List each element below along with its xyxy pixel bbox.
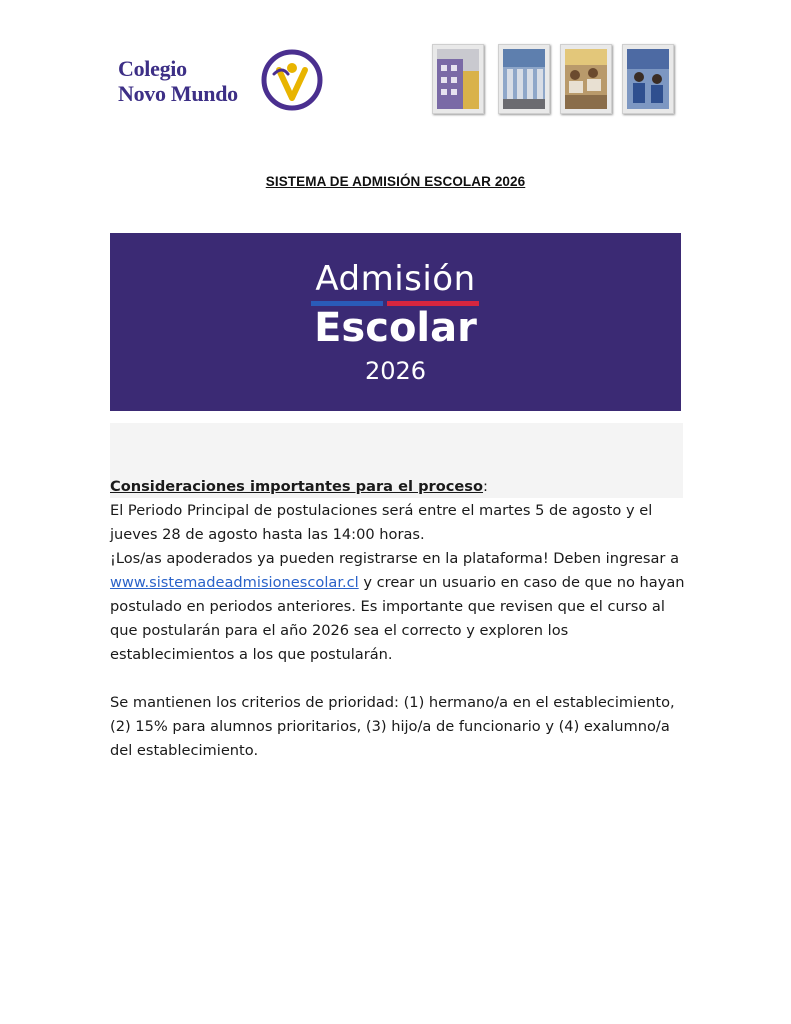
registration-text-after: y crear un usuario en caso de que no hayan postulado en periodos anteriores. Es importante que revisen que el curso al que postularán para el año 2026 sea el correcto y exploren los establecimientos a los que postularán. bbox=[110, 574, 685, 663]
logo-line-1: Colegio bbox=[118, 56, 187, 81]
logo-line-2: Novo Mundo bbox=[118, 81, 238, 106]
banner-year: 2026 bbox=[364, 357, 427, 385]
classroom-photo bbox=[560, 44, 612, 114]
school-building-photo bbox=[432, 44, 484, 114]
admission-banner bbox=[110, 233, 681, 411]
admission-system-link[interactable]: www.sistemadeadmisionescolar.cl bbox=[110, 574, 359, 591]
document-title: SISTEMA DE ADMISIÓN ESCOLAR 2026 bbox=[265, 174, 526, 189]
banner-word-admision: Admisión bbox=[315, 259, 476, 299]
logo-text bbox=[118, 56, 238, 106]
school-logo bbox=[116, 48, 326, 114]
students-photo bbox=[622, 44, 674, 114]
considerations-heading-colon: : bbox=[483, 478, 488, 495]
banner-word-escolar: Escolar bbox=[314, 305, 477, 351]
registration-text-before: ¡Los/as apoderados ya pueden registrarse en la plataforma! Deben ingresar a bbox=[110, 550, 680, 567]
paragraph-spacer bbox=[110, 667, 690, 691]
header-photo-strip bbox=[430, 44, 676, 116]
paragraph-priority-criteria: Se mantienen los criterios de prioridad: (1) hermano/a en el establecimiento, (2) 15% para alumnos prioritarios, (3) hijo/a de funcionario y (4) exalumno/a del establecimiento. bbox=[110, 694, 675, 759]
novo-mundo-emblem-icon bbox=[260, 48, 324, 112]
considerations-heading-text: Consideraciones importantes para el proceso bbox=[110, 478, 484, 495]
content-section bbox=[110, 475, 690, 763]
paragraph-registration bbox=[110, 547, 690, 667]
school-hallway-photo bbox=[498, 44, 550, 114]
considerations-heading bbox=[110, 475, 690, 499]
paragraph-period: El Periodo Principal de postulaciones será entre el martes 5 de agosto y el jueves 28 de agosto hasta las 14:00 horas. bbox=[110, 502, 653, 543]
